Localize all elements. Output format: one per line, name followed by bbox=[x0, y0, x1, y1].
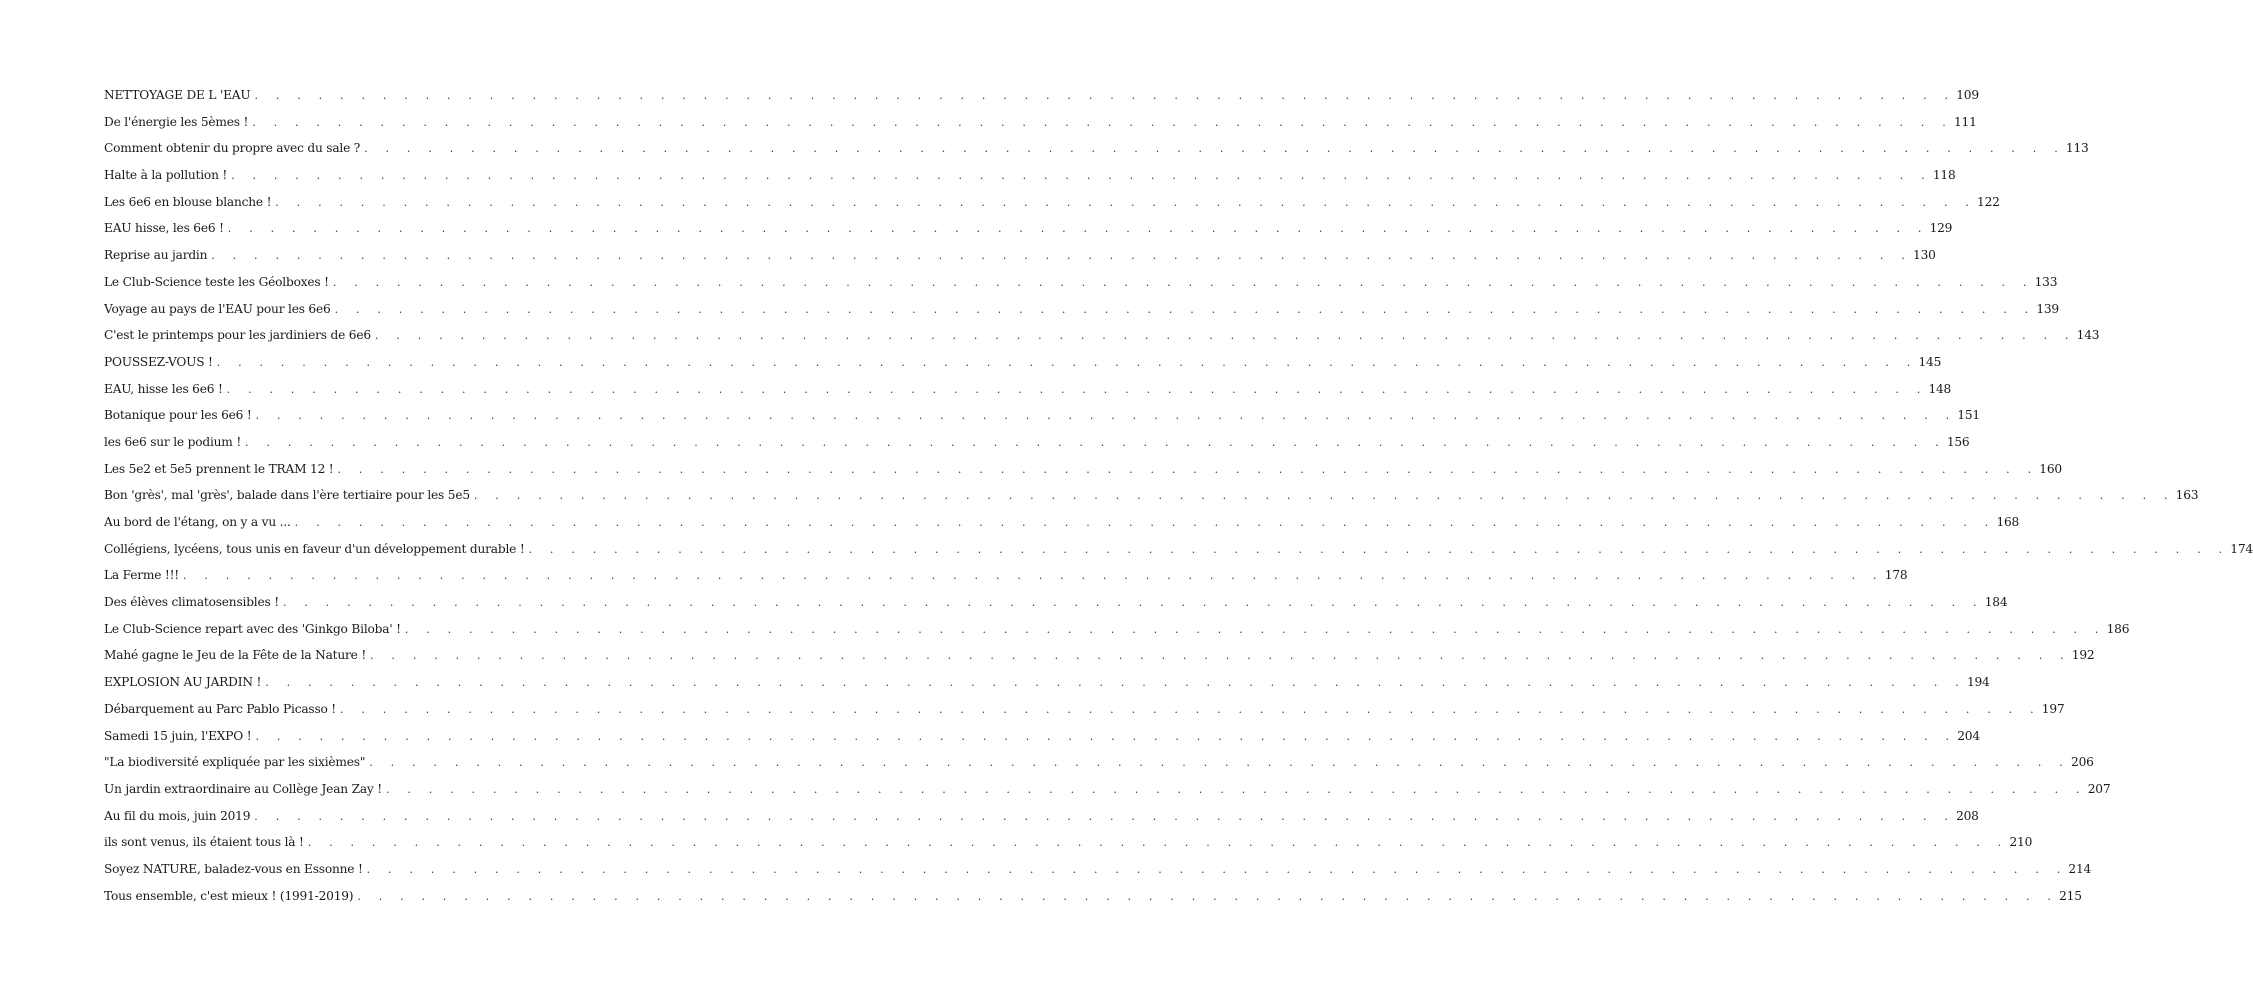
toc-entry[interactable] bbox=[104, 269, 2058, 296]
toc-entry-page-number: 130 bbox=[1913, 248, 1936, 263]
toc-entry-title: Voyage au pays de l'EAU pour les 6e6 bbox=[104, 301, 331, 316]
toc-entry-page-number: 156 bbox=[1946, 434, 1970, 449]
toc-entry[interactable] bbox=[104, 669, 1990, 696]
toc-entry-title: Soyez NATURE, baladez-vous en Essonne ! bbox=[104, 861, 363, 876]
dot-leader: . . . . . . . . . . . . . . . . . . . . . . . . . . . . . . . . . . . . . . . . . . . . . . . . . . . . . . . . . . . . . . . . . . . . . . . . . . . . . . . . bbox=[364, 142, 2065, 156]
toc-entry[interactable] bbox=[104, 322, 2100, 349]
toc-entry-title: Comment obtenir du propre avec du sale ? bbox=[104, 141, 361, 156]
toc-entry[interactable] bbox=[104, 642, 2095, 669]
dot-leader: . . . . . . . . . . . . . . . . . . . . . . . . . . . . . . . . . . . . . . . . . . . . . . . . . . . . . . . . . . . . . . . . . . . . . . . . . . . . . . . . bbox=[245, 435, 1946, 449]
dot-leader: . . . . . . . . . . . . . . . . . . . . . . . . . . . . . . . . . . . . . . . . . . . . . . . . . . . . . . . . . . . . . . . . . . . . . . . . . . . . . . . . bbox=[226, 382, 1928, 396]
toc-entry[interactable] bbox=[104, 82, 1979, 109]
toc-entry-title: Les 5e2 et 5e5 prennent le TRAM 12 ! bbox=[104, 461, 334, 476]
toc-entry-title: Débarquement au Parc Pablo Picasso ! bbox=[104, 701, 337, 716]
toc-entry-title: les 6e6 sur le podium ! bbox=[104, 434, 242, 449]
toc-entry[interactable] bbox=[104, 482, 2199, 509]
toc-entry-title: La Ferme !!! bbox=[104, 568, 179, 583]
toc-entry[interactable] bbox=[104, 242, 1936, 269]
toc-entry[interactable] bbox=[104, 215, 1953, 242]
toc-entry-page-number: 206 bbox=[2071, 755, 2094, 770]
dot-leader: . . . . . . . . . . . . . . . . . . . . . . . . . . . . . . . . . . . . . . . . . . . . . . . . . . . . . . . . . . . . . . . . . . . . . . . . . . . . . . . . bbox=[255, 729, 1957, 743]
toc-entry-page-number: 118 bbox=[1932, 168, 1956, 183]
dot-leader: . . . . . . . . . . . . . . . . . . . . . . . . . . . . . . . . . . . . . . . . . . . . . . . . . . . . . . . . . . . . . . . . . . . . . . . . . . . . . . . . bbox=[282, 596, 1984, 610]
toc-entry[interactable] bbox=[104, 376, 1952, 403]
toc-entry[interactable] bbox=[104, 856, 2092, 883]
toc-entry-page-number: 214 bbox=[2068, 861, 2092, 876]
toc-entry[interactable] bbox=[104, 536, 2253, 563]
toc-entry-page-number: 133 bbox=[2034, 274, 2058, 289]
toc-entry-page-number: 160 bbox=[2039, 461, 2062, 476]
toc-entry[interactable] bbox=[104, 109, 1977, 136]
toc-entry-title: Le Club-Science repart avec des 'Ginkgo Biloba' ! bbox=[104, 621, 401, 636]
toc-entry-title: "La biodiversité expliquée par les sixièmes" bbox=[104, 755, 366, 770]
toc-entry[interactable] bbox=[104, 616, 2130, 643]
dot-leader: . . . . . . . . . . . . . . . . . . . . . . . . . . . . . . . . . . . . . . . . . . . . . . . . . . . . . . . . . . . . . . . . . . . . . . . . . . . . . . . . bbox=[404, 622, 2106, 636]
toc-entry[interactable] bbox=[104, 562, 1908, 589]
dot-leader: . . . . . . . . . . . . . . . . . . . . . . . . . . . . . . . . . . . . . . . . . . . . . . . . . . . . . . . . . . . . . . . . . . . . . . . . . . . . . . . . bbox=[254, 89, 1956, 102]
toc-entry-title: C'est le printemps pour les jardiniers de 6e6 bbox=[104, 328, 371, 343]
toc-entry[interactable] bbox=[104, 135, 2089, 162]
toc-entry-page-number: 174 bbox=[2230, 541, 2253, 556]
toc-entry-page-number: 204 bbox=[1957, 728, 1980, 743]
dot-leader: . . . . . . . . . . . . . . . . . . . . . . . . . . . . . . . . . . . . . . . . . . . . . . . . . . . . . . . . . . . . . . . . . . . . . . . . . . . . . . . . bbox=[211, 249, 1913, 263]
dot-leader: . . . . . . . . . . . . . . . . . . . . . . . . . . . . . . . . . . . . . . . . . . . . . . . . . . . . . . . . . . . . . . . . . . . . . . . . . . . . . . . . bbox=[473, 489, 2175, 503]
toc-entry-page-number: 210 bbox=[2009, 835, 2033, 850]
dot-leader: . . . . . . . . . . . . . . . . . . . . . . . . . . . . . . . . . . . . . . . . . . . . . . . . . . . . . . . . . . . . . . . . . . . . . . . . . . . . . . . . bbox=[385, 782, 2087, 796]
toc-entry-page-number: 192 bbox=[2071, 648, 2095, 663]
toc-entry-title: Les 6e6 en blouse blanche ! bbox=[104, 194, 272, 209]
toc-entry-page-number: 197 bbox=[2041, 701, 2065, 716]
toc-entry[interactable] bbox=[104, 696, 2065, 723]
toc-entry-page-number: 178 bbox=[1884, 568, 1908, 583]
toc-entry-page-number: 186 bbox=[2106, 621, 2130, 636]
toc-entry-title: Samedi 15 juin, l'EXPO ! bbox=[104, 728, 252, 743]
dot-leader: . . . . . . . . . . . . . . . . . . . . . . . . . . . . . . . . . . . . . . . . . . . . . . . . . . . . . . . . . . . . . . . . . . . . . . . . . . . . . . . . bbox=[294, 516, 1996, 529]
toc-entry[interactable] bbox=[104, 829, 2033, 856]
toc-entry[interactable] bbox=[104, 723, 1980, 750]
dot-leader: . . . . . . . . . . . . . . . . . . . . . . . . . . . . . . . . . . . . . . . . . . . . . . . . . . . . . . . . . . . . . . . . . . . . . . . . . . . . . . . . bbox=[265, 676, 1966, 690]
toc-entry-title: POUSSEZ-VOUS ! bbox=[104, 354, 213, 369]
toc-entry-page-number: 109 bbox=[1956, 88, 1979, 102]
toc-entry-page-number: 139 bbox=[2036, 301, 2059, 316]
toc-entry-page-number: 151 bbox=[1957, 408, 1980, 423]
dot-leader: . . . . . . . . . . . . . . . . . . . . . . . . . . . . . . . . . . . . . . . . . . . . . . . . . . . . . . . . . . . . . . . . . . . . . . . . . . . . . . . . bbox=[252, 115, 1953, 129]
dot-leader: . . . . . . . . . . . . . . . . . . . . . . . . . . . . . . . . . . . . . . . . . . . . . . . . . . . . . . . . . . . . . . . . . . . . . . . . . . . . . . . . bbox=[275, 195, 1977, 209]
toc-entry-title: ils sont venus, ils étaient tous là ! bbox=[104, 835, 304, 850]
toc-entry[interactable] bbox=[104, 429, 1970, 456]
toc-entry[interactable] bbox=[104, 162, 1956, 189]
dot-leader: . . . . . . . . . . . . . . . . . . . . . . . . . . . . . . . . . . . . . . . . . . . . . . . . . . . . . . . . . . . . . . . . . . . . . . . . . . . . . . . . bbox=[370, 649, 2071, 663]
toc-entry[interactable] bbox=[104, 456, 2062, 483]
toc-entry[interactable] bbox=[104, 803, 1979, 830]
toc-entry-title: EAU, hisse les 6e6 ! bbox=[104, 381, 223, 396]
toc-entry[interactable] bbox=[104, 589, 2008, 616]
dot-leader: . . . . . . . . . . . . . . . . . . . . . . . . . . . . . . . . . . . . . . . . . . . . . . . . . . . . . . . . . . . . . . . . . . . . . . . . . . . . . . . . bbox=[369, 756, 2071, 770]
dot-leader: . . . . . . . . . . . . . . . . . . . . . . . . . . . . . . . . . . . . . . . . . . . . . . . . . . . . . . . . . . . . . . . . . . . . . . . . . . . . . . . . bbox=[231, 169, 1932, 183]
toc-entry[interactable] bbox=[104, 349, 1942, 376]
dot-leader: . . . . . . . . . . . . . . . . . . . . . . . . . . . . . . . . . . . . . . . . . . . . . . . . . . . . . . . . . . . . . . . . . . . . . . . . . . . . . . . . bbox=[183, 569, 1884, 583]
dot-leader: . . . . . . . . . . . . . . . . . . . . . . . . . . . . . . . . . . . . . . . . . . . . . . . . . . . . . . . . . . . . . . . . . . . . . . . . . . . . . . . . bbox=[254, 809, 1956, 823]
toc-entry[interactable] bbox=[104, 776, 2111, 803]
toc-entry-title: Mahé gagne le Jeu de la Fête de la Nature ! bbox=[104, 648, 367, 663]
toc-entry[interactable] bbox=[104, 883, 2082, 910]
toc-entry-page-number: 194 bbox=[1966, 675, 1990, 690]
dot-leader: . . . . . . . . . . . . . . . . . . . . . . . . . . . . . . . . . . . . . . . . . . . . . . . . . . . . . . . . . . . . . . . . . . . . . . . . . . . . . . . . bbox=[366, 862, 2068, 876]
dot-leader: . . . . . . . . . . . . . . . . . . . . . . . . . . . . . . . . . . . . . . . . . . . . . . . . . . . . . . . . . . . . . . . . . . . . . . . . . . . . . . . . bbox=[307, 836, 2009, 850]
toc-entry-title: Bon 'grès', mal 'grès', balade dans l'ère tertiaire pour les 5e5 bbox=[104, 488, 470, 503]
dot-leader: . . . . . . . . . . . . . . . . . . . . . . . . . . . . . . . . . . . . . . . . . . . . . . . . . . . . . . . . . . . . . . . . . . . . . . . . . . . . . . . . bbox=[374, 329, 2076, 343]
toc-entry-title: Botanique pour les 6e6 ! bbox=[104, 408, 252, 423]
toc-entry[interactable] bbox=[104, 189, 2000, 216]
toc-entry-page-number: 163 bbox=[2175, 488, 2199, 503]
toc-entry-title: Au fil du mois, juin 2019 bbox=[104, 808, 251, 823]
toc-entry-title: Collégiens, lycéens, tous unis en faveur d'un développement durable ! bbox=[104, 541, 525, 556]
toc-entry-page-number: 168 bbox=[1996, 515, 2020, 529]
dot-leader: . . . . . . . . . . . . . . . . . . . . . . . . . . . . . . . . . . . . . . . . . . . . . . . . . . . . . . . . . . . . . . . . . . . . . . . . . . . . . . . . bbox=[528, 542, 2230, 556]
toc-entry-title: EAU hisse, les 6e6 ! bbox=[104, 221, 224, 236]
toc-entry-page-number: 184 bbox=[1984, 595, 2008, 610]
toc-entry-title: Tous ensemble, c'est mieux ! (1991-2019) bbox=[104, 888, 354, 903]
toc-entry-title: Halte à la pollution ! bbox=[104, 168, 228, 183]
dot-leader: . . . . . . . . . . . . . . . . . . . . . . . . . . . . . . . . . . . . . . . . . . . . . . . . . . . . . . . . . . . . . . . . . . . . . . . . . . . . . . . . bbox=[255, 409, 1957, 423]
table-of-contents bbox=[104, 82, 2253, 909]
toc-entry[interactable] bbox=[104, 402, 1980, 429]
dot-leader: . . . . . . . . . . . . . . . . . . . . . . . . . . . . . . . . . . . . . . . . . . . . . . . . . . . . . . . . . . . . . . . . . . . . . . . . . . . . . . . . bbox=[357, 889, 2059, 903]
toc-entry[interactable] bbox=[104, 296, 2059, 323]
toc-entry-page-number: 207 bbox=[2087, 781, 2111, 796]
toc-entry-title: NETTOYAGE DE L 'EAU bbox=[104, 88, 251, 102]
toc-entry-title: Des élèves climatosensibles ! bbox=[104, 595, 279, 610]
toc-entry-page-number: 215 bbox=[2059, 888, 2082, 903]
toc-entry-title: Au bord de l'étang, on y a vu ... bbox=[104, 515, 291, 529]
toc-entry-title: Reprise au jardin bbox=[104, 248, 208, 263]
toc-entry-page-number: 208 bbox=[1956, 808, 1979, 823]
dot-leader: . . . . . . . . . . . . . . . . . . . . . . . . . . . . . . . . . . . . . . . . . . . . . . . . . . . . . . . . . . . . . . . . . . . . . . . . . . . . . . . . bbox=[216, 355, 1918, 369]
dot-leader: . . . . . . . . . . . . . . . . . . . . . . . . . . . . . . . . . . . . . . . . . . . . . . . . . . . . . . . . . . . . . . . . . . . . . . . . . . . . . . . . bbox=[227, 222, 1929, 236]
toc-entry-page-number: 111 bbox=[1953, 114, 1977, 129]
dot-leader: . . . . . . . . . . . . . . . . . . . . . . . . . . . . . . . . . . . . . . . . . . . . . . . . . . . . . . . . . . . . . . . . . . . . . . . . . . . . . . . . bbox=[340, 702, 2041, 716]
toc-entry-title: Un jardin extraordinaire au Collège Jean Zay ! bbox=[104, 781, 382, 796]
toc-entry-page-number: 143 bbox=[2076, 328, 2100, 343]
dot-leader: . . . . . . . . . . . . . . . . . . . . . . . . . . . . . . . . . . . . . . . . . . . . . . . . . . . . . . . . . . . . . . . . . . . . . . . . . . . . . . . . bbox=[334, 302, 2036, 316]
toc-entry-title: De l'énergie les 5èmes ! bbox=[104, 114, 249, 129]
toc-entry-page-number: 129 bbox=[1929, 221, 1953, 236]
toc-entry[interactable] bbox=[104, 509, 2020, 536]
toc-entry-page-number: 122 bbox=[1977, 194, 2000, 209]
toc-entry[interactable] bbox=[104, 749, 2094, 776]
toc-entry-page-number: 148 bbox=[1928, 381, 1952, 396]
dot-leader: . . . . . . . . . . . . . . . . . . . . . . . . . . . . . . . . . . . . . . . . . . . . . . . . . . . . . . . . . . . . . . . . . . . . . . . . . . . . . . . . bbox=[332, 275, 2034, 289]
toc-entry-page-number: 113 bbox=[2065, 141, 2089, 156]
dot-leader: . . . . . . . . . . . . . . . . . . . . . . . . . . . . . . . . . . . . . . . . . . . . . . . . . . . . . . . . . . . . . . . . . . . . . . . . . . . . . . . . bbox=[337, 462, 2039, 476]
toc-entry-title: EXPLOSION AU JARDIN ! bbox=[104, 675, 262, 690]
toc-entry-page-number: 145 bbox=[1918, 354, 1942, 369]
toc-entry-title: Le Club-Science teste les Géolboxes ! bbox=[104, 274, 329, 289]
